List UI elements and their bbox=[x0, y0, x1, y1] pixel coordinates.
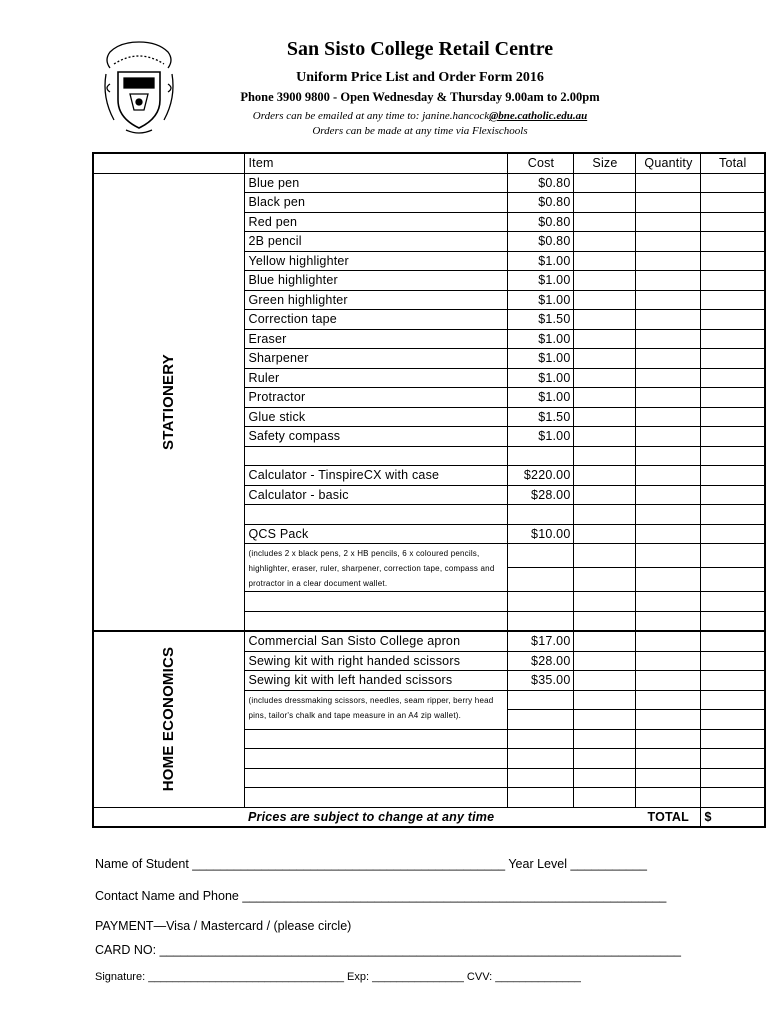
entry-cell[interactable] bbox=[636, 651, 701, 671]
entry-cell[interactable] bbox=[574, 407, 636, 427]
item-name: Sewing kit with left handed scissors bbox=[245, 671, 508, 691]
entry-cell[interactable] bbox=[574, 446, 636, 466]
table-row bbox=[93, 173, 765, 193]
college-crest-icon bbox=[100, 38, 178, 136]
entry-cell[interactable] bbox=[701, 407, 765, 427]
item-cost: $0.80 bbox=[508, 193, 574, 213]
entry-cell[interactable] bbox=[701, 232, 765, 252]
price-change-note: Prices are subject to change at any time bbox=[245, 807, 574, 827]
entry-cell[interactable] bbox=[636, 290, 701, 310]
entry-cell[interactable] bbox=[636, 173, 701, 193]
entry-cell[interactable] bbox=[636, 611, 701, 631]
entry-cell[interactable] bbox=[574, 485, 636, 505]
email-prefix: Orders can be emailed at any time to: janine.hancock bbox=[252, 110, 490, 122]
item-name bbox=[245, 505, 508, 525]
item-cost: $1.50 bbox=[508, 407, 574, 427]
entry-cell[interactable] bbox=[701, 651, 765, 671]
entry-cell[interactable] bbox=[508, 710, 574, 730]
entry-cell[interactable] bbox=[701, 568, 765, 592]
contact-line[interactable]: Contact Name and Phone _____________________________________________________________ bbox=[95, 889, 667, 903]
item-cost: $0.80 bbox=[508, 212, 574, 232]
footer-spacer bbox=[574, 807, 636, 827]
page-title: San Sisto College Retail Centre bbox=[286, 38, 554, 60]
flexischools-line: Orders can be made at any time via Flexischools bbox=[312, 125, 528, 137]
header-total: Total bbox=[701, 153, 765, 173]
blank-item bbox=[245, 611, 508, 631]
entry-cell[interactable] bbox=[574, 271, 636, 291]
header-cost: Cost bbox=[508, 153, 574, 173]
entry-cell[interactable] bbox=[701, 427, 765, 447]
header-size: Size bbox=[574, 153, 636, 173]
footer-blank bbox=[93, 807, 245, 827]
entry-cell[interactable] bbox=[574, 505, 636, 525]
entry-cell[interactable] bbox=[701, 212, 765, 232]
entry-cell[interactable] bbox=[701, 290, 765, 310]
item-cost bbox=[508, 505, 574, 525]
entry-cell[interactable] bbox=[636, 232, 701, 252]
entry-cell[interactable] bbox=[574, 290, 636, 310]
item-name: Sewing kit with right handed scissors bbox=[245, 651, 508, 671]
entry-cell[interactable] bbox=[636, 710, 701, 730]
entry-cell[interactable] bbox=[636, 251, 701, 271]
blank-item bbox=[245, 768, 508, 788]
entry-cell[interactable] bbox=[636, 568, 701, 592]
entry-cell[interactable] bbox=[701, 710, 765, 730]
item-cost: $1.50 bbox=[508, 310, 574, 330]
entry-cell[interactable] bbox=[701, 368, 765, 388]
entry-cell[interactable] bbox=[701, 631, 765, 651]
item-name: QCS Pack bbox=[245, 524, 508, 544]
entry-cell[interactable] bbox=[636, 427, 701, 447]
entry-cell[interactable] bbox=[701, 388, 765, 408]
entry-cell[interactable] bbox=[636, 524, 701, 544]
entry-cell[interactable] bbox=[636, 749, 701, 769]
payment-line[interactable]: PAYMENT—Visa / Mastercard / (please circle) bbox=[95, 919, 352, 933]
item-cost: $1.00 bbox=[508, 388, 574, 408]
item-note: (includes 2 x black pens, 2 x HB pencils, 6 x coloured pencils, highlighter, eraser, ruler, sharpener, correction tape, compass and protractor in a clear document wallet. bbox=[245, 544, 508, 592]
entry-cell[interactable] bbox=[574, 768, 636, 788]
item-name: Yellow highlighter bbox=[245, 251, 508, 271]
item-name bbox=[245, 446, 508, 466]
section-label-cell bbox=[93, 631, 245, 807]
header-item: Item bbox=[245, 153, 508, 173]
entry-cell[interactable] bbox=[574, 368, 636, 388]
entry-cell[interactable] bbox=[636, 349, 701, 369]
item-note: (includes dressmaking scissors, needles, seam ripper, berry head pins, tailor's chalk and tape measure in an A4 zip wallet). bbox=[245, 690, 508, 729]
entry-cell[interactable] bbox=[636, 193, 701, 213]
item-name: Safety compass bbox=[245, 427, 508, 447]
entry-cell[interactable] bbox=[574, 349, 636, 369]
item-name: Eraser bbox=[245, 329, 508, 349]
header-quantity: Quantity bbox=[636, 153, 701, 173]
table-header-row bbox=[93, 153, 765, 173]
item-name: Blue highlighter bbox=[245, 271, 508, 291]
entry-cell[interactable] bbox=[701, 193, 765, 213]
item-name: Correction tape bbox=[245, 310, 508, 330]
entry-cell[interactable] bbox=[508, 568, 574, 592]
entry-cell[interactable] bbox=[636, 768, 701, 788]
entry-cell[interactable] bbox=[701, 671, 765, 691]
entry-cell[interactable] bbox=[636, 446, 701, 466]
entry-cell[interactable] bbox=[701, 329, 765, 349]
item-cost: $0.80 bbox=[508, 173, 574, 193]
entry-cell[interactable] bbox=[508, 690, 574, 710]
form-subtitle: Uniform Price List and Order Form 2016 bbox=[296, 70, 544, 85]
item-cost: $0.80 bbox=[508, 232, 574, 252]
item-cost: $17.00 bbox=[508, 631, 574, 651]
item-cost: $1.00 bbox=[508, 290, 574, 310]
item-name: Calculator - TinspireCX with case bbox=[245, 466, 508, 486]
item-name: 2B pencil bbox=[245, 232, 508, 252]
entry-cell[interactable] bbox=[701, 690, 765, 710]
item-name: Ruler bbox=[245, 368, 508, 388]
order-table bbox=[92, 152, 766, 828]
entry-cell[interactable] bbox=[636, 271, 701, 291]
section-label-cell bbox=[93, 173, 245, 631]
blank-item bbox=[245, 788, 508, 808]
entry-cell[interactable] bbox=[574, 749, 636, 769]
entry-cell[interactable] bbox=[574, 710, 636, 730]
entry-cell[interactable] bbox=[701, 446, 765, 466]
entry-cell[interactable] bbox=[636, 544, 701, 568]
entry-cell[interactable] bbox=[636, 212, 701, 232]
blank-item bbox=[245, 749, 508, 769]
entry-cell[interactable] bbox=[574, 788, 636, 808]
entry-cell[interactable] bbox=[701, 505, 765, 525]
entry-cell[interactable] bbox=[636, 690, 701, 710]
entry-cell[interactable] bbox=[574, 592, 636, 612]
entry-cell[interactable] bbox=[574, 232, 636, 252]
student-name-line[interactable]: Name of Student _____________________________________________ Year Level ___________ bbox=[95, 857, 647, 871]
email-link[interactable]: @bne.catholic.edu.au bbox=[489, 110, 588, 122]
section-label: STATIONERY bbox=[160, 353, 178, 450]
entry-cell[interactable] bbox=[701, 524, 765, 544]
item-cost: $1.00 bbox=[508, 271, 574, 291]
entry-cell[interactable] bbox=[636, 388, 701, 408]
entry-cell[interactable] bbox=[574, 193, 636, 213]
item-cost: $1.00 bbox=[508, 349, 574, 369]
entry-cell[interactable] bbox=[508, 788, 574, 808]
entry-cell[interactable] bbox=[636, 729, 701, 749]
item-name: Sharpener bbox=[245, 349, 508, 369]
item-cost: $28.00 bbox=[508, 651, 574, 671]
entry-cell[interactable] bbox=[508, 544, 574, 568]
entry-cell[interactable] bbox=[701, 544, 765, 568]
entry-cell[interactable] bbox=[701, 749, 765, 769]
entry-cell[interactable] bbox=[574, 651, 636, 671]
entry-cell[interactable] bbox=[574, 310, 636, 330]
entry-cell[interactable] bbox=[636, 505, 701, 525]
entry-cell[interactable] bbox=[701, 611, 765, 631]
entry-cell[interactable] bbox=[701, 768, 765, 788]
entry-cell[interactable] bbox=[574, 524, 636, 544]
email-line bbox=[200, 110, 640, 122]
entry-cell[interactable] bbox=[636, 329, 701, 349]
entry-cell[interactable] bbox=[508, 611, 574, 631]
entry-cell[interactable] bbox=[636, 485, 701, 505]
total-label: TOTAL bbox=[636, 807, 701, 827]
item-cost: $1.00 bbox=[508, 427, 574, 447]
item-cost: $220.00 bbox=[508, 466, 574, 486]
item-name: Glue stick bbox=[245, 407, 508, 427]
entry-cell[interactable] bbox=[701, 788, 765, 808]
item-name: Protractor bbox=[245, 388, 508, 408]
entry-cell[interactable] bbox=[574, 329, 636, 349]
entry-cell[interactable] bbox=[508, 592, 574, 612]
entry-cell[interactable] bbox=[574, 568, 636, 592]
entry-cell[interactable] bbox=[508, 729, 574, 749]
entry-cell[interactable] bbox=[636, 466, 701, 486]
entry-cell[interactable] bbox=[701, 349, 765, 369]
item-cost: $1.00 bbox=[508, 329, 574, 349]
entry-cell[interactable] bbox=[636, 631, 701, 651]
entry-cell[interactable] bbox=[701, 310, 765, 330]
entry-cell[interactable] bbox=[574, 251, 636, 271]
entry-cell[interactable] bbox=[701, 173, 765, 193]
entry-cell[interactable] bbox=[636, 368, 701, 388]
item-cost bbox=[508, 446, 574, 466]
entry-cell[interactable] bbox=[574, 671, 636, 691]
section-label: HOME ECONOMICS bbox=[160, 647, 178, 792]
blank-item bbox=[245, 592, 508, 612]
item-name: Blue pen bbox=[245, 173, 508, 193]
entry-cell[interactable] bbox=[574, 466, 636, 486]
entry-cell[interactable] bbox=[636, 592, 701, 612]
item-cost: $28.00 bbox=[508, 485, 574, 505]
entry-cell[interactable] bbox=[636, 407, 701, 427]
entry-cell[interactable] bbox=[574, 427, 636, 447]
header-blank bbox=[93, 153, 245, 173]
total-value[interactable]: $ bbox=[701, 807, 765, 827]
entry-cell[interactable] bbox=[636, 671, 701, 691]
table-row bbox=[93, 631, 765, 651]
item-name: Black pen bbox=[245, 193, 508, 213]
card-number-line[interactable]: CARD NO: ___________________________________________________________________________ bbox=[95, 943, 681, 957]
entry-cell[interactable] bbox=[701, 271, 765, 291]
entry-cell[interactable] bbox=[574, 212, 636, 232]
entry-cell[interactable] bbox=[574, 544, 636, 568]
entry-cell[interactable] bbox=[574, 173, 636, 193]
entry-cell[interactable] bbox=[574, 388, 636, 408]
item-name: Calculator - basic bbox=[245, 485, 508, 505]
footer-row bbox=[93, 807, 765, 827]
blank-item bbox=[245, 729, 508, 749]
entry-cell[interactable] bbox=[701, 466, 765, 486]
entry-cell[interactable] bbox=[636, 788, 701, 808]
entry-cell[interactable] bbox=[574, 690, 636, 710]
entry-cell[interactable] bbox=[701, 251, 765, 271]
signature-line[interactable]: Signature: ________________________________ Exp: _______________ CVV: ______________ bbox=[95, 971, 581, 983]
entry-cell[interactable] bbox=[508, 749, 574, 769]
entry-cell[interactable] bbox=[701, 592, 765, 612]
phone-hours: Phone 3900 9800 - Open Wednesday & Thursday 9.00am to 2.00pm bbox=[240, 90, 600, 104]
item-cost: $1.00 bbox=[508, 251, 574, 271]
item-name: Commercial San Sisto College apron bbox=[245, 631, 508, 651]
entry-cell[interactable] bbox=[508, 768, 574, 788]
item-cost: $35.00 bbox=[508, 671, 574, 691]
item-cost: $1.00 bbox=[508, 368, 574, 388]
entry-cell[interactable] bbox=[636, 310, 701, 330]
item-cost: $10.00 bbox=[508, 524, 574, 544]
item-name: Green highlighter bbox=[245, 290, 508, 310]
item-name: Red pen bbox=[245, 212, 508, 232]
entry-cell[interactable] bbox=[701, 485, 765, 505]
entry-cell[interactable] bbox=[701, 729, 765, 749]
entry-cell[interactable] bbox=[574, 729, 636, 749]
entry-cell[interactable] bbox=[574, 631, 636, 651]
entry-cell[interactable] bbox=[574, 611, 636, 631]
